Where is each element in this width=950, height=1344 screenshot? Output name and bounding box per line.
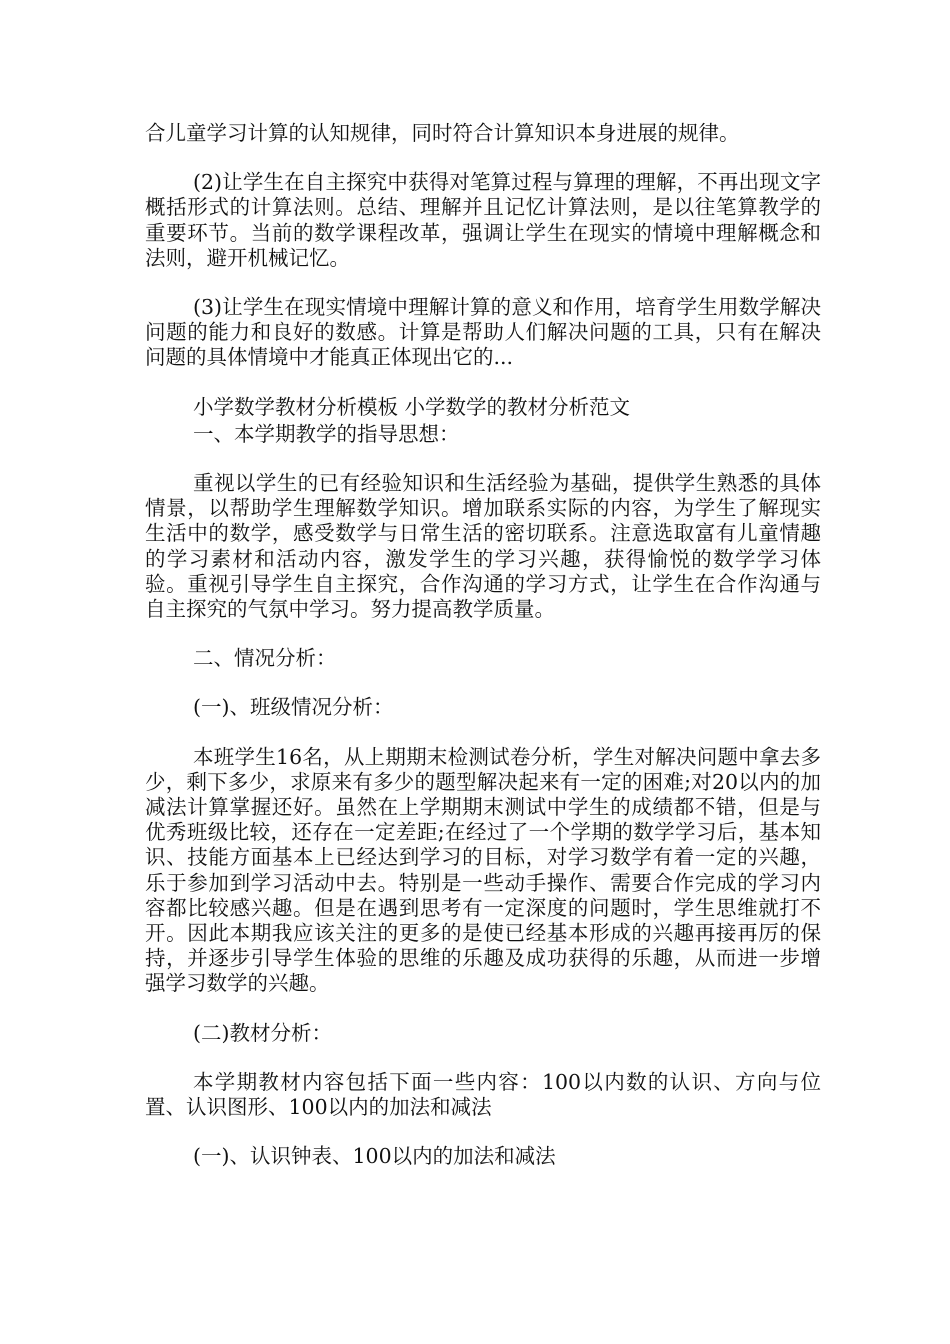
paragraph-point-3: (3)让学生在现实情境中理解计算的意义和作用，培育学生用数学解决问题的能力和良好的数感。计算是帮助人们解决问题的工具，只有在解决问题的具体情境中才能真正体现出它的... [145, 295, 821, 370]
heading-textbook-analysis: (二)教材分析： [193, 1020, 332, 1045]
paragraph-textbook-content: 本学期教材内容包括下面一些内容：100以内数的认识、方向与位置、认识图形、100以内的加法和减法 [145, 1069, 821, 1120]
paragraph-class-analysis: 本班学生16名，从上期期末检测试卷分析，学生对解决问题中拿去多少，剩下多少，求原来有多少的题型解决起来有一定的困难;对20以内的加减法计算掌握还好。虽然在上学期期末测试中学生的成绩都不错，但是与优秀班级比较，还存在一定差距;在经过了一个学期的数学学习后，基本知识、技能方面基本上已经达到学习的目标，对学习数学有着一定的兴趣，乐于参加到学习活动中去。特别是一些动手操作、需要合作完成的学习内容都比较感兴趣。但是在遇到思考有一定深度的问题时，学生思维就打不开。因此本期我应该关注的更多的是使已经基本形成的兴趣再接再厉的保持，并逐步引导学生体验的思维的乐趣及成功获得的乐趣，从而进一步增强学习数学的兴趣。 [145, 744, 821, 996]
document-body [145, 121, 821, 1170]
heading-class-analysis: (一)、班级情况分析： [193, 695, 394, 720]
paragraph-point-2: (2)让学生在自主探究中获得对笔算过程与算理的理解，不再出现文字概括形式的计算法则。总结、理解并且记忆计算法则，是以往笔算教学的重要环节。当前的数学课程改革，强调让学生在现实的情境中理解概念和法则，避开机械记忆。 [145, 170, 821, 270]
paragraph-guiding-thought: 重视以学生的已有经验知识和生活经验为基础，提供学生熟悉的具体情景，以帮助学生理解数学知识。增加联系实际的内容，为学生了解现实生活中的数学，感受数学与日常生活的密切联系。注意选取富有儿童情趣的学习素材和活动内容，激发学生的学习兴趣，获得愉悦的数学学习体验。重视引导学生自主探究，合作沟通的学习方式，让学生在合作沟通与自主探究的气氛中学习。努力提高教学质量。 [145, 471, 821, 622]
heading-guiding-thought: 一、本学期教学的指导思想： [193, 421, 460, 446]
section-title: 小学数学教材分析模板 小学数学的教材分析范文 [193, 394, 631, 419]
paragraph-continuation: 合儿童学习计算的认知规律，同时符合计算知识本身进展的规律。 [145, 121, 740, 145]
heading-clock-and-arithmetic: (一)、认识钟表、100以内的加法和减法 [193, 1144, 556, 1169]
heading-situation-analysis: 二、情况分析： [193, 646, 337, 671]
